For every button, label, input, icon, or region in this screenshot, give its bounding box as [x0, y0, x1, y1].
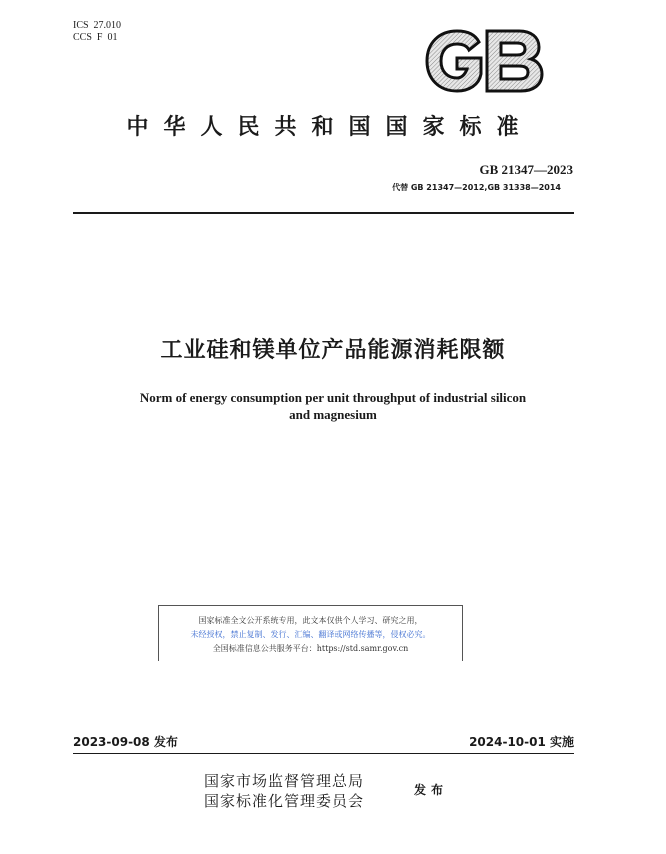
notice-box: [158, 605, 463, 661]
notice-line-2: 未经授权，禁止复制、发行、汇编、翻译或网络传播等，侵权必究。: [190, 630, 431, 639]
national-standard-title: 中华人民共和国国家标准: [126, 114, 534, 140]
standard-number: GB 21347—2023: [479, 162, 573, 177]
issuer-sac: 国家标准化管理委员会: [204, 792, 365, 810]
replaces-standards: 代替 GB 21347—2012,GB 31338—2014: [392, 183, 561, 192]
document-title-en: [73, 389, 593, 423]
ccs-code: CCS F 01: [73, 32, 118, 43]
notice-line-1: 国家标准全文公开系统专用，此文本仅供个人学习、研究之用，: [198, 616, 423, 625]
footer-divider: [73, 753, 574, 754]
document-title-en-line2: and magnesium: [289, 407, 377, 422]
document-title-cn: 工业硅和镁单位产品能源消耗限额: [160, 338, 506, 363]
notice-line-3: 全国标准信息公共服务平台：https://std.samr.gov.cn: [212, 644, 409, 653]
implement-date: 2024-10-01 实施: [469, 735, 574, 749]
gb-logo-icon: [421, 28, 545, 94]
document-title-en-line1: Norm of energy consumption per unit throughput of industrial silicon: [139, 390, 527, 405]
classification-codes: [73, 20, 121, 44]
issue-label: 发布: [414, 783, 449, 797]
publish-date: 2023-09-08 发布: [73, 735, 178, 749]
ics-code: ICS 27.010: [73, 20, 122, 31]
header-divider: [73, 212, 574, 214]
issuing-authorities: [204, 771, 364, 811]
issuer-samr: 国家市场监督管理总局: [204, 772, 365, 790]
